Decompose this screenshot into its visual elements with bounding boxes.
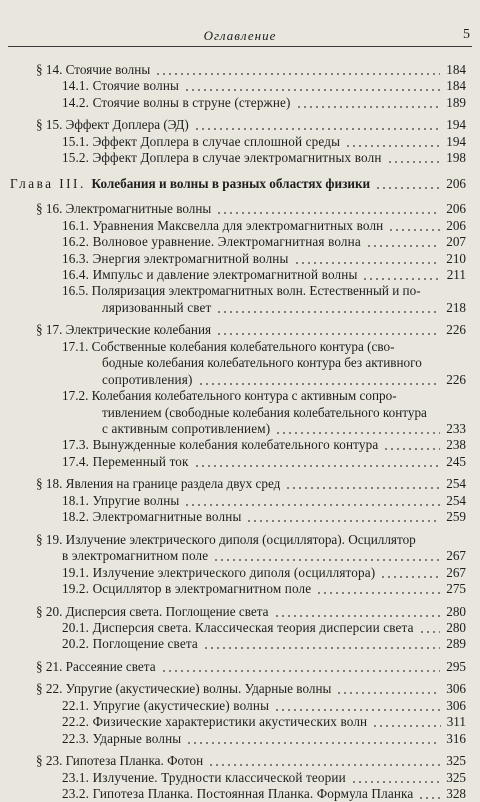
leader-dots [362, 278, 440, 280]
entry-title: 16.4. Импульс и давление электромагнитной волны [62, 266, 358, 282]
entry-page-number: 280 [446, 619, 466, 635]
leader-dots [419, 631, 441, 633]
entry-title: сопротивления) [102, 371, 193, 387]
entry-page-number: 306 [446, 697, 466, 713]
entry-title: 20.1. Дисперсия света. Классическая теория дисперсии света [62, 619, 414, 635]
entry-page-number: 275 [446, 581, 466, 597]
entry-title: 16.3. Энергия электромагнитной волны [62, 250, 289, 266]
entry-page-number: 184 [446, 62, 466, 77]
leader-dots [198, 383, 441, 385]
leader-dots [155, 73, 440, 75]
page-number: 5 [463, 27, 470, 42]
entry-page-number: 289 [446, 636, 466, 652]
entry-title: 18.2. Электромагнитные волны [62, 509, 242, 525]
entry-title: § 17. Электрические колебания [36, 322, 212, 338]
entry-page-number: 267 [446, 564, 466, 580]
entry-page-number: 295 [446, 658, 466, 674]
entry-page-number: 206 [446, 201, 466, 217]
entry-title: ляризованный свет [102, 299, 212, 315]
entry-page-number: 259 [446, 509, 466, 525]
entry-title: 16.1. Уравнения Максвелла для электромагнитных волн [62, 217, 384, 233]
entry-title: § 22. Упругие (акустические) волны. Ударные волны [36, 681, 332, 697]
entry-page-number: 206 [446, 217, 466, 233]
entry-title: с активным сопротивлением) [102, 421, 271, 436]
entry-title: 20.2. Поглощение света [62, 636, 198, 652]
entry-title: 23.1. Излучение. Трудности классической теории [62, 769, 346, 785]
entry-title: 15.1. Эффект Доплера в случае сплошной среды [62, 133, 341, 149]
entry-title: § 19. Излучение электрического диполя (осциллятора). Осциллятор [36, 531, 416, 547]
entry-page-number: 194 [446, 117, 466, 133]
entry-page-number: 226 [446, 322, 466, 338]
leader-dots [203, 647, 440, 649]
leader-dots [387, 161, 441, 163]
leader-dots [388, 229, 440, 231]
entry-title: 17.4. Переменный ток [62, 453, 189, 469]
leader-dots [275, 432, 440, 434]
entry-page-number: 254 [446, 476, 466, 492]
chapter-title [10, 176, 370, 192]
chapter-number: Глава III. [10, 175, 92, 191]
page-title: Оглавление [203, 28, 277, 43]
entry-page-number: 325 [446, 769, 466, 785]
entry-page-number: 254 [446, 492, 466, 508]
leader-dots [383, 448, 440, 450]
entry-page-number: 328 [446, 786, 466, 801]
leader-dots [375, 187, 440, 189]
leader-dots [380, 576, 440, 578]
entry-page-number: 198 [446, 150, 466, 166]
entry-title: 19.1. Излучение электрического диполя (осциллятора) [62, 564, 376, 580]
entry-page-number: 207 [446, 234, 466, 250]
entry-page-number: 184 [446, 78, 466, 94]
leader-dots [194, 465, 441, 467]
leader-dots [184, 504, 440, 506]
entry-title: 22.2. Физические характеристики акустических волн [62, 714, 368, 730]
entry-page-number: 245 [446, 453, 466, 469]
entry-page-number: 194 [446, 133, 466, 149]
entry-title: в электромагнитном поле [62, 548, 209, 564]
entry-page-number: 206 [446, 175, 466, 191]
entry-page-number: 189 [446, 94, 466, 110]
entry-title: § 23. Гипотеза Планка. Фотон [36, 753, 204, 769]
leader-dots [296, 106, 441, 108]
entry-page-number: 218 [446, 299, 466, 315]
entry-title: 14.1. Стоячие волны [62, 78, 180, 94]
leader-dots [345, 145, 440, 147]
entry-page-number: 280 [446, 603, 466, 619]
leader-dots [294, 262, 441, 264]
entry-title: 15.2. Эффект Доплера в случае электромагнитных волн [62, 150, 382, 166]
entry-title: 22.3. Ударные волны [62, 730, 182, 746]
entry-title: § 16. Электромагнитные волны [36, 201, 212, 217]
entry-title: 17.2. Колебания колебательного контура с активным сопро- [62, 388, 397, 404]
entry-page-number: 226 [446, 371, 466, 387]
leader-dots [186, 742, 440, 744]
entry-page-number: 311 [446, 714, 466, 730]
leader-dots [184, 89, 440, 91]
entry-page-number: 210 [446, 250, 466, 266]
leader-dots [366, 245, 440, 247]
leader-dots [336, 692, 440, 694]
leader-dots [216, 212, 440, 214]
leader-dots [246, 520, 440, 522]
entry-page-number: 325 [446, 753, 466, 769]
entry-page-number: 316 [446, 730, 466, 746]
entry-title: тивлением (свободные колебания колебательного контура [102, 404, 427, 420]
entry-title: 18.1. Упругие волны [62, 492, 180, 508]
entry-title: 22.1. Упругие (акустические) волны [62, 697, 270, 713]
entry-title: бодные колебания колебательного контура без активного [102, 355, 422, 371]
leader-dots [372, 725, 440, 727]
entry-title: 16.5. Поляризация электромагнитных волн. Естественный и по- [62, 283, 421, 299]
leader-dots [274, 615, 441, 617]
leader-dots [285, 487, 440, 489]
entry-page-number: 267 [446, 548, 466, 564]
leader-dots [351, 781, 440, 783]
entry-title: 16.2. Волновое уравнение. Электромагнитная волна [62, 234, 361, 250]
leader-dots [316, 592, 440, 594]
leader-dots [208, 764, 440, 766]
entry-title: § 21. Рассеяние света [36, 658, 156, 674]
leader-dots [418, 797, 440, 799]
entry-title: 19.2. Осциллятор в электромагнитном поле [62, 581, 312, 597]
chapter-name: Колебания и волны в разных областях физики [91, 175, 371, 191]
entry-title: § 18. Явления на границе раздела двух сред [36, 476, 281, 492]
leader-dots [194, 128, 440, 130]
entry-title: § 20. Дисперсия света. Поглощение света [36, 603, 269, 619]
leader-dots [216, 311, 440, 313]
entry-page-number: 238 [446, 437, 466, 453]
entry-page-number: 233 [446, 421, 466, 436]
leader-dots [161, 670, 441, 672]
leader-dots [274, 709, 440, 711]
entry-title: 23.2. Гипотеза Планка. Постоянная Планка. Формула Планка [62, 786, 414, 801]
leader-dots [213, 559, 440, 561]
entry-page-number: 306 [446, 681, 466, 697]
entry-title: 17.3. Вынужденные колебания колебательного контура [62, 437, 379, 453]
entry-title: 17.1. Собственные колебания колебательного контура (сво- [62, 338, 395, 354]
entry-title: 14.2. Стоячие волны в струне (стержне) [62, 94, 291, 110]
entry-page-number: 211 [446, 266, 466, 282]
entry-title: § 14. Стоячие волны [36, 62, 151, 77]
leader-dots [216, 333, 440, 335]
entry-title: § 15. Эффект Доплера (ЭД) [36, 117, 189, 133]
